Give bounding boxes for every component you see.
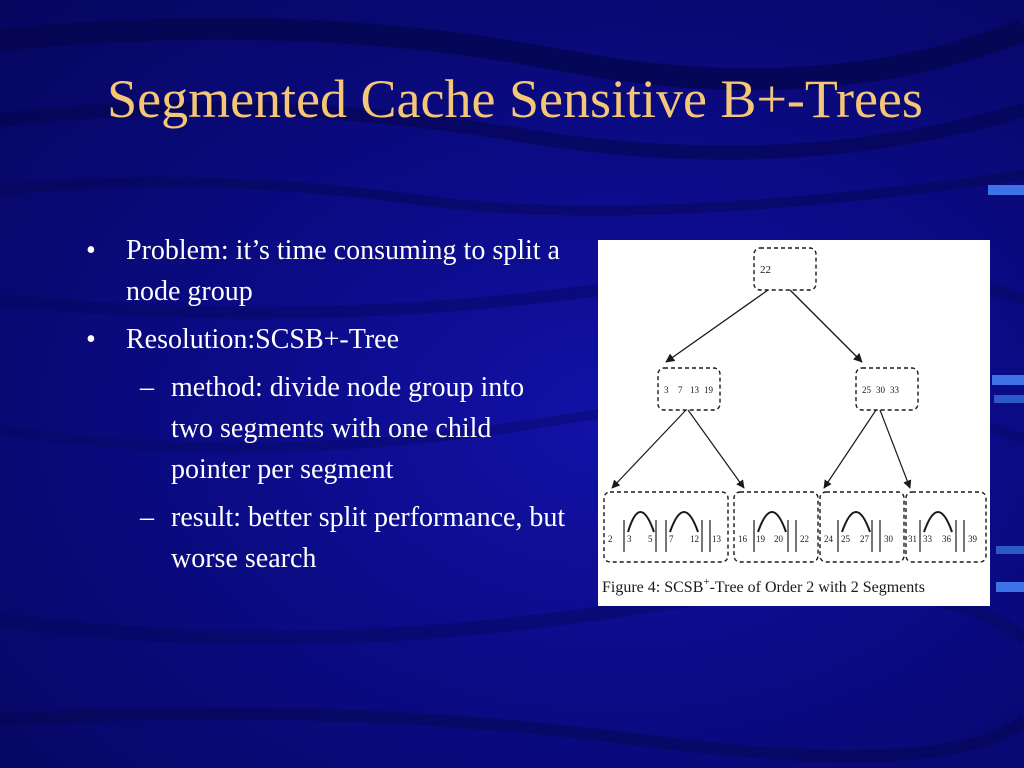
leaf-key: 31 <box>908 534 917 544</box>
internal-left-key: 3 <box>664 385 669 395</box>
leaf-key: 13 <box>712 534 721 544</box>
dash-marker: – <box>140 372 154 403</box>
leaf-key: 3 <box>627 534 632 544</box>
internal-right-key: 30 <box>876 385 885 395</box>
leaf-key: 20 <box>774 534 783 544</box>
leaf-key: 39 <box>968 534 977 544</box>
edge-left-seg2 <box>688 410 744 488</box>
internal-left-key: 13 <box>690 385 699 395</box>
internal-left-key: 19 <box>704 385 713 395</box>
bullet-marker: • <box>86 235 96 266</box>
leaf-key: 27 <box>860 534 869 544</box>
leaf-key: 30 <box>884 534 893 544</box>
bullet-text: Resolution:SCSB+-Tree <box>126 324 400 355</box>
scsb-tree-figure <box>598 240 990 606</box>
bullet-item-problem <box>86 230 566 312</box>
caption-suffix: -Tree of Order 2 with 2 Segments <box>709 579 925 596</box>
root-key: 22 <box>760 264 771 276</box>
sub-bullet-text: method: divide node group into two segments with one child pointer per segment <box>171 372 525 485</box>
caption-superscript: + <box>703 576 710 588</box>
sub-bullet-item-result <box>86 497 566 579</box>
leaf-key: 25 <box>841 534 850 544</box>
leaf-key: 12 <box>690 534 699 544</box>
edge-root-left <box>666 290 768 362</box>
leaf-key: 36 <box>942 534 951 544</box>
leaf-key: 16 <box>738 534 747 544</box>
leaf-key: 19 <box>756 534 765 544</box>
bullet-marker: • <box>86 324 96 355</box>
leaf-key: 7 <box>669 534 674 544</box>
leaf-segment <box>906 492 986 562</box>
tree-diagram <box>598 240 990 606</box>
edge-right-seg1 <box>824 410 876 488</box>
slide-title: Segmented Cache Sensitive B+-Trees <box>107 69 923 129</box>
leaf-segment <box>734 492 818 562</box>
bullet-list <box>86 230 566 586</box>
edge-root-right <box>790 290 862 362</box>
bullet-item-resolution <box>86 319 566 360</box>
leaf-key: 22 <box>800 534 809 544</box>
leaf-segment <box>820 492 904 562</box>
internal-left-key: 7 <box>678 385 683 395</box>
dash-marker: – <box>140 502 154 533</box>
internal-right-key: 33 <box>890 385 899 395</box>
caption-prefix: Figure 4: SCSB <box>602 579 704 596</box>
sub-bullet-item-method <box>86 367 566 490</box>
internal-right-key: 25 <box>862 385 871 395</box>
leaf-key: 24 <box>824 534 833 544</box>
bullet-text: Problem: it’s time consuming to split a node group <box>126 235 560 307</box>
edge-right-seg2 <box>880 410 910 488</box>
sub-bullet-text: result: better split performance, but worse search <box>171 502 566 574</box>
edge-left-seg1 <box>612 410 686 488</box>
leaf-key: 5 <box>648 534 653 544</box>
leaf-key: 33 <box>923 534 932 544</box>
figure-caption <box>602 576 925 596</box>
leaf-key: 2 <box>608 534 613 544</box>
